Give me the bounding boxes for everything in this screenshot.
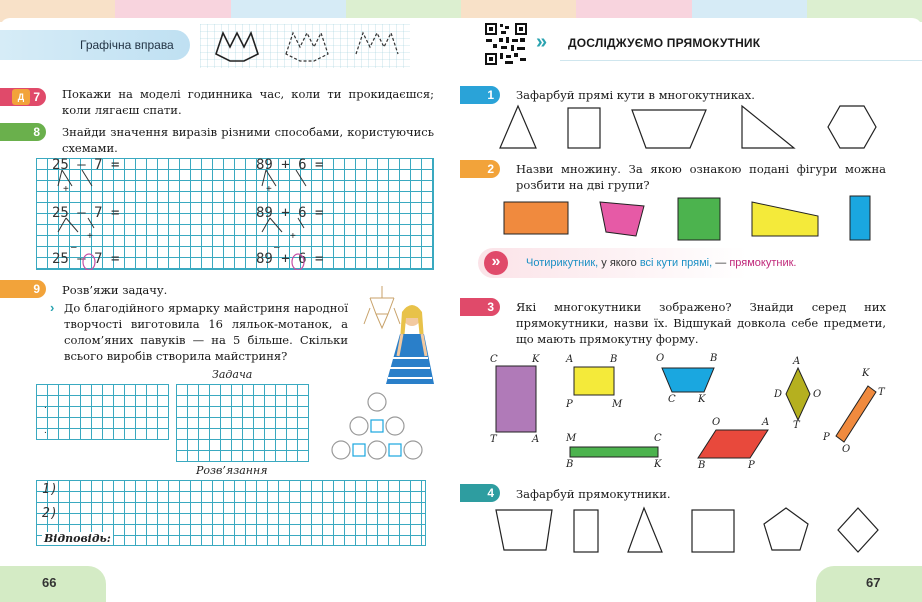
label-a7: A	[762, 417, 770, 428]
label-m2: M	[612, 399, 623, 410]
rule-dash: —	[715, 257, 727, 269]
task-9-number: 9	[33, 282, 40, 296]
task-3-badge	[460, 298, 500, 316]
orange-rectangle	[504, 202, 568, 234]
task-8-schemes	[36, 158, 434, 270]
shape-adot	[786, 368, 810, 420]
rule-condition: всі кути прямі,	[639, 257, 713, 269]
task-4-shapes	[492, 504, 892, 556]
label-k6: K	[654, 459, 662, 470]
task-1-shapes	[494, 104, 890, 152]
right-page-number: 67	[866, 575, 881, 590]
task-7-number: 7	[33, 90, 40, 104]
right-header-title: ДОСЛІДЖУЄМО ПРЯМОКУТНИК	[568, 36, 761, 50]
left-header-title: Графічна вправа	[80, 38, 174, 52]
task-9-line-1: 1)	[42, 482, 58, 497]
task-8-mark-6: –	[274, 242, 280, 253]
rectangle-shape	[568, 108, 600, 148]
rule-result: прямокутник.	[729, 257, 797, 269]
label-b3: B	[710, 353, 718, 364]
header-chevrons-icon: »	[536, 31, 548, 53]
shape-mcbk	[570, 447, 658, 457]
label-c6: C	[654, 433, 662, 444]
label-t4: T	[793, 420, 800, 431]
task-8-mark-3: –	[71, 242, 77, 253]
shape-ktpo	[836, 386, 876, 442]
pink-quadrilateral	[600, 202, 644, 236]
task-9-solution-label: Розв’язання	[196, 464, 268, 477]
label-b2: B	[610, 354, 618, 365]
task-9-text: До благодійного ярмарку майстриня народної творчості виготовила 16 ляльок-мотанок, а солом’яних павуків — на 5 більше. Скільки всього виробів створила майстриня?	[64, 301, 348, 363]
homework-icon: Д	[12, 89, 30, 105]
task-8-left-expr-2: 25 – 7 =	[52, 205, 120, 221]
task-8-left-expr-1: 25 – 7 =	[52, 157, 120, 173]
label-a4: A	[793, 356, 801, 367]
task-2-text: Назви множину. За якою ознакою подані фігури можна розбити на дві групи?	[516, 162, 886, 192]
label-t5: T	[878, 387, 885, 398]
trapezoid-shape	[632, 110, 706, 148]
rule-chevron-icon: »	[484, 251, 508, 275]
label-t1: T	[490, 434, 497, 445]
label-k5: K	[862, 368, 870, 379]
task-8-mark-1: +	[63, 184, 69, 195]
task-9-title: Розв’яжи задачу.	[62, 283, 168, 297]
task-9-dot-2: .	[44, 425, 47, 436]
label-k3: K	[698, 394, 706, 405]
label-a1: A	[532, 434, 540, 445]
t4-triangle	[628, 508, 662, 552]
t4-trapezoid	[496, 510, 552, 550]
task-3-text: Які многокутники зображено? Знайди серед них прямокутники, назви їх. Відшукай довкола себе предмети, що мають прямокутну форму.	[516, 300, 886, 346]
label-k1: K	[532, 354, 540, 365]
task-4-number: 4	[487, 486, 494, 500]
task-1-number: 1	[487, 88, 494, 102]
shape-obck	[662, 368, 714, 392]
task-8-mark-2: +	[87, 231, 93, 242]
task-4-badge	[460, 484, 500, 502]
task-8-mark-4: +	[266, 184, 272, 195]
circle-triangle-puzzle	[318, 390, 436, 466]
task-9-bullet-icon: ›	[50, 300, 55, 315]
triangle-shape	[500, 106, 536, 148]
task-9-grid-middle	[176, 384, 309, 462]
rule-connector: у якого	[601, 257, 637, 269]
task-1-badge	[460, 86, 500, 104]
task-1-text: Зафарбуй прямі кути в многокутниках.	[516, 88, 755, 102]
right-triangle-shape	[742, 106, 794, 148]
task-2-number: 2	[487, 162, 494, 176]
task-9-grid-left	[36, 384, 169, 440]
task-3-number: 3	[487, 300, 494, 314]
task-8-mark-5: +	[290, 231, 296, 242]
graphic-exercise	[200, 24, 410, 68]
green-square	[678, 198, 720, 240]
task-9-badge	[0, 280, 46, 298]
rule-text	[526, 257, 796, 269]
task-8-right-expr-1: 89 + 6 =	[256, 157, 324, 173]
motanka-doll-illustration	[352, 284, 436, 394]
label-p2: P	[566, 399, 573, 410]
label-c1: C	[490, 354, 498, 365]
label-p5: P	[823, 432, 830, 443]
task-4-text: Зафарбуй прямокутники.	[516, 487, 671, 501]
task-2-badge	[460, 160, 500, 178]
qr-code-icon	[484, 22, 528, 66]
label-m6: M	[566, 433, 577, 444]
task-7-text: Покажи на моделі годинника час, коли ти прокидаєшся; коли лягаєш спати.	[62, 87, 434, 117]
shape-ckta	[496, 366, 536, 432]
label-b7: B	[698, 460, 706, 471]
task-2-shapes	[500, 194, 880, 244]
task-9-zadacha-label: Задача	[212, 368, 253, 381]
t4-pentagon	[764, 508, 808, 550]
label-c3: C	[668, 394, 676, 405]
task-9-line-2: 2)	[42, 506, 58, 521]
label-o4: O	[813, 389, 822, 400]
left-page-number: 66	[42, 575, 57, 590]
label-p7: P	[748, 460, 755, 471]
task-8-left-expr-3: 25 – 7 =	[52, 251, 120, 267]
task-8-number: 8	[33, 125, 40, 139]
shape-oabp	[698, 430, 768, 458]
yellow-trapezoid	[752, 202, 818, 236]
hexagon-shape	[828, 106, 876, 148]
task-8-text: Знайди значення виразів різними способами, користуючись схемами.	[62, 125, 434, 155]
t4-tall-rectangle	[574, 510, 598, 552]
task-9-answer-label: Відповідь:	[44, 532, 111, 545]
task-9-dot-1: .	[44, 400, 47, 411]
task-8-right-expr-2: 89 + 6 =	[256, 205, 324, 221]
label-o7: O	[712, 417, 721, 428]
t4-square	[692, 510, 734, 552]
right-header-line	[560, 60, 922, 61]
label-d4: D	[774, 389, 783, 400]
task-8-badge	[0, 123, 46, 141]
t4-rhombus	[838, 508, 878, 552]
task-8-right-expr-3: 89 + 6 =	[256, 251, 324, 267]
rule-term: Чотирикутник,	[526, 257, 599, 269]
label-o5: O	[842, 444, 851, 455]
task-3-shapes	[480, 350, 900, 480]
shape-abpm	[574, 367, 614, 395]
blue-rectangle	[850, 196, 870, 240]
label-o3: O	[656, 353, 665, 364]
label-b6: B	[566, 459, 574, 470]
label-a2: A	[566, 354, 574, 365]
